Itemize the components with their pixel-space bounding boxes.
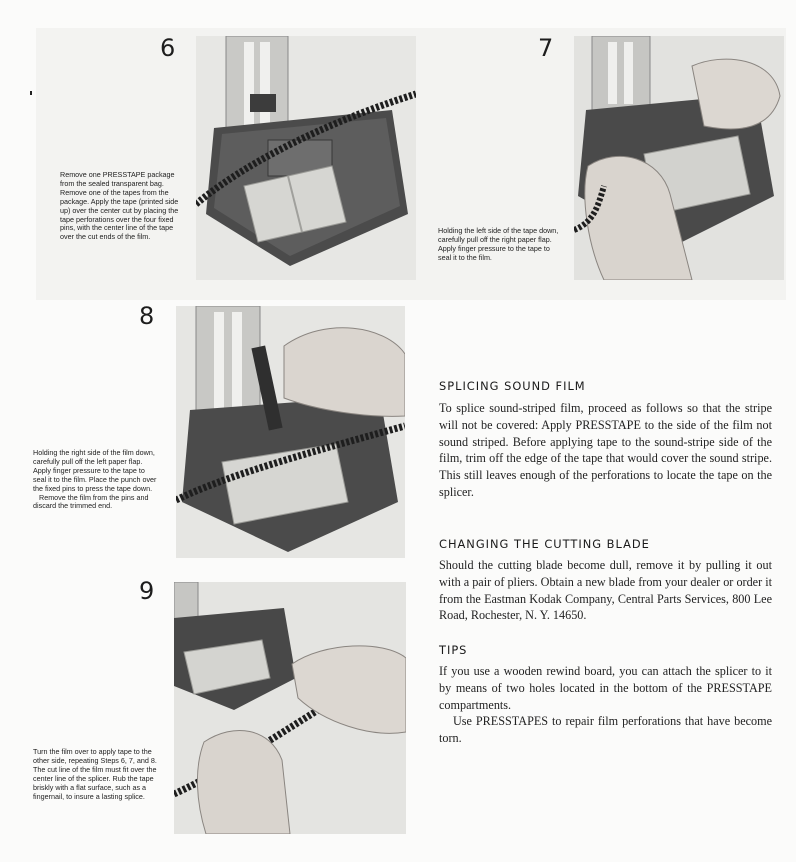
step-6-caption-text: Remove one PRESSTAPE package from the sealed transparent bag. Remove one of the tapes from the package. Apply the tape (printed side up) over the center cut by placing the tape perforations over the four fixed pins, with the center line of the tape over the cut ends of the film. [60,170,179,242]
tips-paragraph-1: If you use a wooden rewind board, you can attach the splicer to it by means of two holes located in the bottom of the PRESSTAPE compartments. [439,664,772,712]
step-9-number: 9 [139,577,155,605]
splicing-sound-film-text [439,400,772,501]
step-6-photo [196,36,416,280]
step-7-caption [438,227,562,263]
step-8-caption [33,449,159,511]
splicer-peel-illustration [574,36,784,280]
changing-blade-text [439,557,772,624]
step-9-caption [33,748,159,801]
step-9-caption-text: Turn the film over to apply tape to the other side, repeating Steps 6, 7, and 8. The cut line of the film must fit over the center line of the splicer. Rub the tape briskly with a flat surface, such as a fingernail, to insure a lasting splice. [33,747,157,801]
step-8-number: 8 [139,302,155,330]
splicer-punch-illustration [176,306,405,558]
film-rub-illustration [174,582,406,834]
step-8-photo [176,306,405,558]
step-7-caption-text: Holding the left side of the tape down, carefully pull off the right paper flap. Apply finger pressure to the tape to seal it to the film. [438,226,559,262]
changing-blade-paragraph: Should the cutting blade become dull, remove it by pulling it out with a pair of pliers. Obtain a new blade from your dealer or order it from the Eastman Kodak Company, Central Parts Services, 800 Lee Road, Rochester, N. Y. 14650. [439,558,772,623]
step-9-photo [174,582,406,834]
splicer-with-film-illustration [196,36,416,280]
step-8-caption-text-2: Remove the film from the pins and discard the trimmed end. [33,492,149,511]
heading-splicing-sound-film: SPLICING SOUND FILM [439,379,586,393]
step-7-photo [574,36,784,280]
step-6-number: 6 [160,34,176,62]
step-6-caption [60,171,182,242]
heading-changing-the-cutting-blade: CHANGING THE CUTTING BLADE [439,537,650,551]
tips-text [439,663,772,747]
heading-tips: TIPS [439,643,468,657]
step-7-number: 7 [538,34,554,62]
step-8-caption-text: Holding the right side of the film down, carefully pull off the left paper flap. Apply finger pressure to the tape to seal it to the film. Place the punch over the fixed pins to press the tape down. [33,448,157,493]
margin-mark [30,91,32,95]
tips-paragraph-2: Use PRESSTAPES to repair film perforations that have become torn. [439,714,772,746]
splicing-paragraph: To splice sound-striped film, proceed as follows so that the stripe will not be covered: Apply PRESSTAPE to the side of the film not sound striped. Before applying tape to the sound-stripe side of the film, trim off the edge of the tape that would cover the sound stripe. This still leaves enough of the perforations to locate the tape on the splicer. [439,401,772,499]
